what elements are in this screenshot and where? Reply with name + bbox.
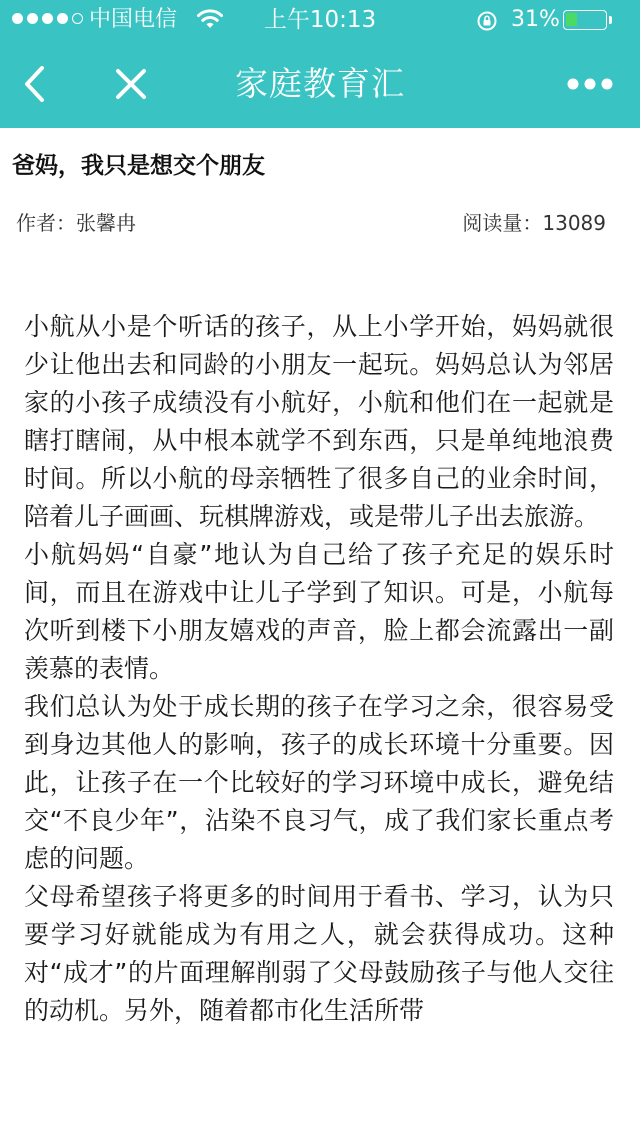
page-title: 家庭教育汇 [235,64,405,103]
battery-percent: 31% [511,7,560,32]
read-count: 13089 [542,211,606,235]
rotation-lock-icon [476,10,498,32]
carrier-name: 中国电信 [89,7,178,32]
back-button[interactable] [12,40,56,128]
nav-bar [0,40,640,128]
battery-tip [609,16,612,24]
close-icon [114,67,148,101]
status-time: 上午10:13 [263,7,377,33]
more-dots-icon [567,78,613,90]
status-bar [0,0,640,40]
article-meta [16,205,606,241]
article-paragraph: 小航妈妈“自豪”地认为自己给了孩子充足的娱乐时间，而且在游戏中让儿子学到了知识。可是，小航每次听到楼下小朋友嬉戏的声音，脸上都会流露出一副羡慕的表情。 [24,540,614,683]
article-paragraph: 小航从小是个听话的孩子，从上小学开始，妈妈就很少让他出去和同龄的小朋友一起玩。妈妈总认为邻居家的小孩子成绩没有小航好，小航和他们在一起就是瞎打瞎闹，从中根本就学不到东西，只是单纯地浪费时间。所以小航的母亲牺牲了很多自己的业余时间，陪着儿子画画、玩棋牌游戏，或是带儿子出去旅游。 [24,312,614,531]
top-bar [0,0,640,128]
author-name: 张馨冉 [76,211,136,235]
read-count-label: 阅读量： [462,211,543,235]
battery-icon [563,10,607,30]
author-line [16,205,136,241]
article-paragraph: 我们总认为处于成长期的孩子在学习之余，很容易受到身边其他人的影响，孩子的成长环境十分重要。因此，让孩子在一个比较好的学习环境中成长，避免结交“不良少年”，沾染不良习气，成了我们家长重点考虑的问题。 [24,692,614,873]
article-title: 爸妈，我只是想交个朋友 [12,153,265,179]
close-button[interactable] [108,40,154,128]
article-paragraph: 父母希望孩子将更多的时间用于看书、学习，认为只要学习好就能成为有用之人，就会获得成功。这种对“成才”的片面理解削弱了父母鼓励孩子与他人交往的动机。另外，随着都市化生活所带 [24,882,614,1025]
author-label: 作者： [16,211,76,235]
read-count-line [462,205,606,241]
more-button[interactable] [560,40,620,128]
chevron-left-icon [21,64,47,104]
battery-level [566,13,577,26]
article-body [24,308,614,1030]
